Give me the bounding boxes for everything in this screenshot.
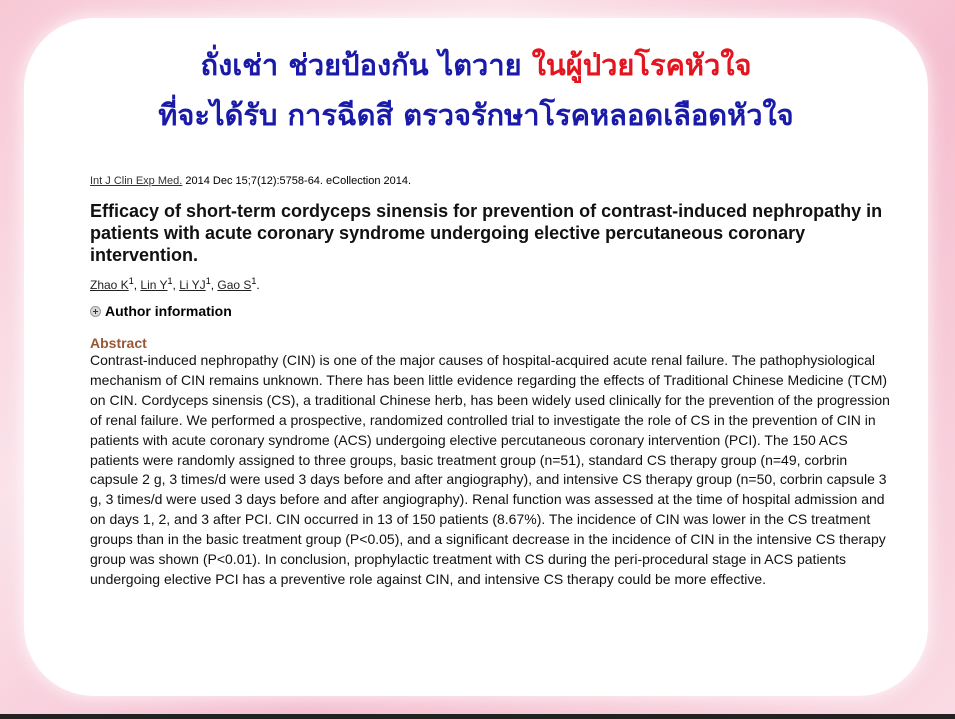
author-link[interactable]: Gao S xyxy=(217,278,252,292)
author-link[interactable]: Zhao K xyxy=(90,278,129,292)
author-affiliation: 1 xyxy=(128,276,134,286)
content-card xyxy=(24,18,928,696)
abstract-heading: Abstract xyxy=(90,335,147,351)
author-affiliation: 1 xyxy=(205,276,211,286)
author-information-toggle[interactable] xyxy=(90,302,890,320)
journal-link[interactable]: Int J Clin Exp Med. xyxy=(90,175,183,187)
author-information-label: Author information xyxy=(105,303,232,319)
thai-headline xyxy=(24,40,928,140)
citation xyxy=(90,174,890,188)
headline-line-1 xyxy=(24,40,928,90)
citation-details: 2014 Dec 15;7(12):5758-64. eCollection 2014. xyxy=(182,175,412,187)
expand-plus-icon[interactable] xyxy=(90,306,101,317)
author-affiliation: 1 xyxy=(251,276,257,286)
headline-blue-text: ถั่งเช่า ช่วยป้องกัน ไตวาย xyxy=(200,48,532,82)
author-link[interactable]: Lin Y xyxy=(140,278,168,292)
paper-title: Efficacy of short-term cordyceps sinensis for prevention of contrast-induced nephropathy in patients with acute coronary syndrome undergoing elective percutaneous coronary intervention. xyxy=(90,201,883,265)
headline-line-2: ที่จะได้รับ การฉีดสี ตรวจรักษาโรคหลอดเลือดหัวใจ xyxy=(158,98,794,132)
abstract-body: Contrast-induced nephropathy (CIN) is one of the major causes of hospital-acquired acute renal failure. The pathophysiological mechanism of CIN remains unknown. There has been little evidence regarding the effects of Traditional Chinese Medicine (TCM) on CIN. Cordyceps sinensis (CS), a traditional Chinese herb, has been widely used clinically for the prevention of the progression of renal failure. We performed a prospective, randomized controlled trial to investigate the role of CS in the prevention of CIN in patients with acute coronary syndrome (ACS) undergoing elective percutaneous coronary intervention (PCI). The 150 ACS patients were randomly assigned to three groups, basic treatment group (n=51), standard CS therapy group (n=49, corbrin capsule 2 g, 3 times/d were used 3 days before and after angiography), and intensive CS therapy group (n=50, corbrin capsule 3 g, 3 times/d were used 3 days before and after angiography). Renal function was assessed at the time of hospital admission and on days 1, 2, and 3 after PCI. CIN occurred in 13 of 150 patients (8.67%). The incidence of CIN was lower in the CS treatment groups than in the basic treatment group (P<0.05), and a significant decrease in the incidence of CIN in the intensive CS therapy group was shown (P<0.01). In conclusion, prophylactic treatment with CS during the peri-procedural stage in ACS patients undergoing elective PCI has a preventive role against CIN, and intensive CS therapy could be more effective. xyxy=(90,352,890,587)
headline-red-text: ในผู้ป่วยโรคหัวใจ xyxy=(531,48,752,82)
author-list: Zhao $K^1$, Lin $Y^1$, Li $YJ^1$, Gao $S^1$. xyxy=(90,276,260,292)
paper-abstract xyxy=(90,174,890,590)
author-affiliation: 1 xyxy=(167,276,173,286)
author-link[interactable]: Li YJ xyxy=(179,278,206,292)
bottom-border xyxy=(0,714,955,719)
